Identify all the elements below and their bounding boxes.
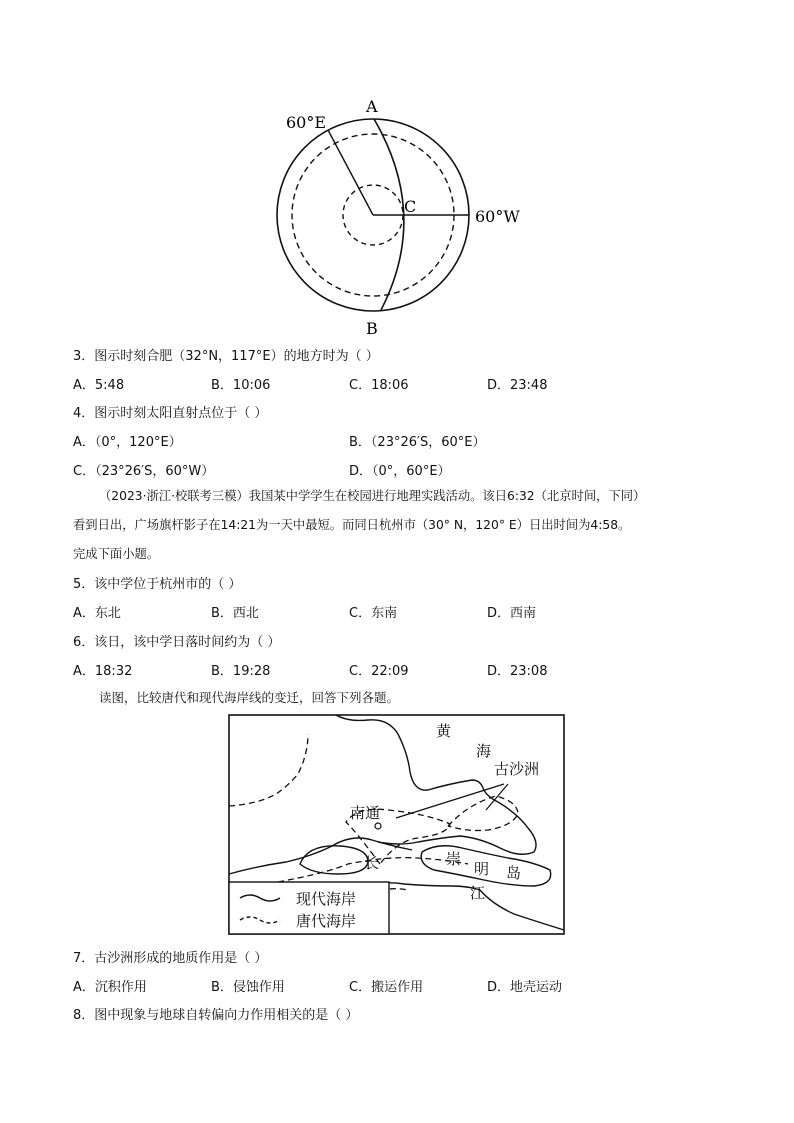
- map-label-hai: 海: [476, 742, 492, 760]
- question-6-stem: 6．该日，该中学日落时间约为（ ）: [73, 635, 281, 650]
- label-b: B: [366, 319, 378, 337]
- label-c: C: [404, 197, 417, 216]
- question-4-option-b: B．（23°26′S，60°E）: [349, 435, 486, 450]
- map-label-ming: 明: [474, 860, 490, 878]
- passage-1-line-1: （2023·浙江·校联考三模）我国某中学学生在校园进行地理实践活动。该日6:32（北京时间，下同）: [99, 489, 646, 503]
- question-6-option-d: D．23:08: [487, 664, 548, 679]
- passage-1: [73, 482, 733, 569]
- question-5-stem: 5．该中学位于杭州市的（ ）: [73, 577, 242, 592]
- question-7-stem: 7．古沙洲形成的地质作用是（ ）: [73, 951, 268, 966]
- legend-tang-label: 唐代海岸: [296, 912, 357, 930]
- map-label-nantong: 南通: [350, 804, 381, 822]
- map-label-chong: 崇: [446, 850, 462, 868]
- map-label-dao: 岛: [506, 864, 522, 882]
- label-60w: 60°W: [475, 207, 520, 226]
- map-label-gushazhou: 古沙洲: [494, 760, 540, 778]
- question-5-option-b: B．西北: [211, 606, 259, 621]
- label-a: A: [366, 97, 378, 116]
- passage-1-line-2: 看到日出，广场旗杆影子在14:21为一天中最短。而同日杭州市（30° N，120° E）日出时间为4:58。: [73, 518, 631, 532]
- question-4-option-c: C．（23°26′S，60°W）: [73, 464, 215, 479]
- question-7-option-d: D．地壳运动: [487, 980, 563, 995]
- question-5-option-a: A．东北: [73, 606, 121, 621]
- question-3-option-b: B．10:06: [211, 378, 271, 393]
- question-4-option-a: A．（0°，120°E）: [73, 435, 182, 450]
- question-3-option-a: A．5:48: [73, 378, 125, 393]
- legend-modern-label: 现代海岸: [296, 890, 357, 908]
- question-6-option-a: A．18:32: [73, 664, 133, 679]
- question-7-option-b: B．侵蚀作用: [211, 980, 285, 995]
- question-3-option-d: D．23:48: [487, 378, 548, 393]
- question-8-stem: 8．图中现象与地球自转偏向力作用相关的是（ ）: [73, 1008, 359, 1023]
- question-5-option-d: D．西南: [487, 606, 537, 621]
- question-6-option-c: C．22:09: [349, 664, 409, 679]
- question-4-stem: 4．图示时刻太阳直射点位于（ ）: [73, 406, 268, 421]
- question-5-option-c: C．东南: [349, 606, 398, 621]
- map-label-jiang: 江: [470, 884, 486, 902]
- map-label-huang: 黄: [436, 722, 452, 740]
- question-3-option-c: C．18:06: [349, 378, 409, 393]
- passage-2: 读图，比较唐代和现代海岸线的变迁，回答下列各题。: [99, 690, 400, 705]
- polar-diagram: [270, 95, 540, 337]
- meridian-60e-line: [328, 130, 373, 215]
- question-4-option-d: D．（0°，60°E）: [349, 464, 451, 479]
- question-6-option-b: B．19:28: [211, 664, 271, 679]
- coastline-map: [228, 714, 566, 936]
- question-7-option-a: A．沉积作用: [73, 980, 147, 995]
- passage-1-line-3: 完成下面小题。: [73, 547, 160, 561]
- question-3-stem: 3．图示时刻合肥（32°N，117°E）的地方时为（ ）: [73, 349, 379, 364]
- question-7-option-c: C．搬运作用: [349, 980, 424, 995]
- label-60e: 60°E: [286, 113, 327, 132]
- map-label-chang: 长: [364, 854, 380, 872]
